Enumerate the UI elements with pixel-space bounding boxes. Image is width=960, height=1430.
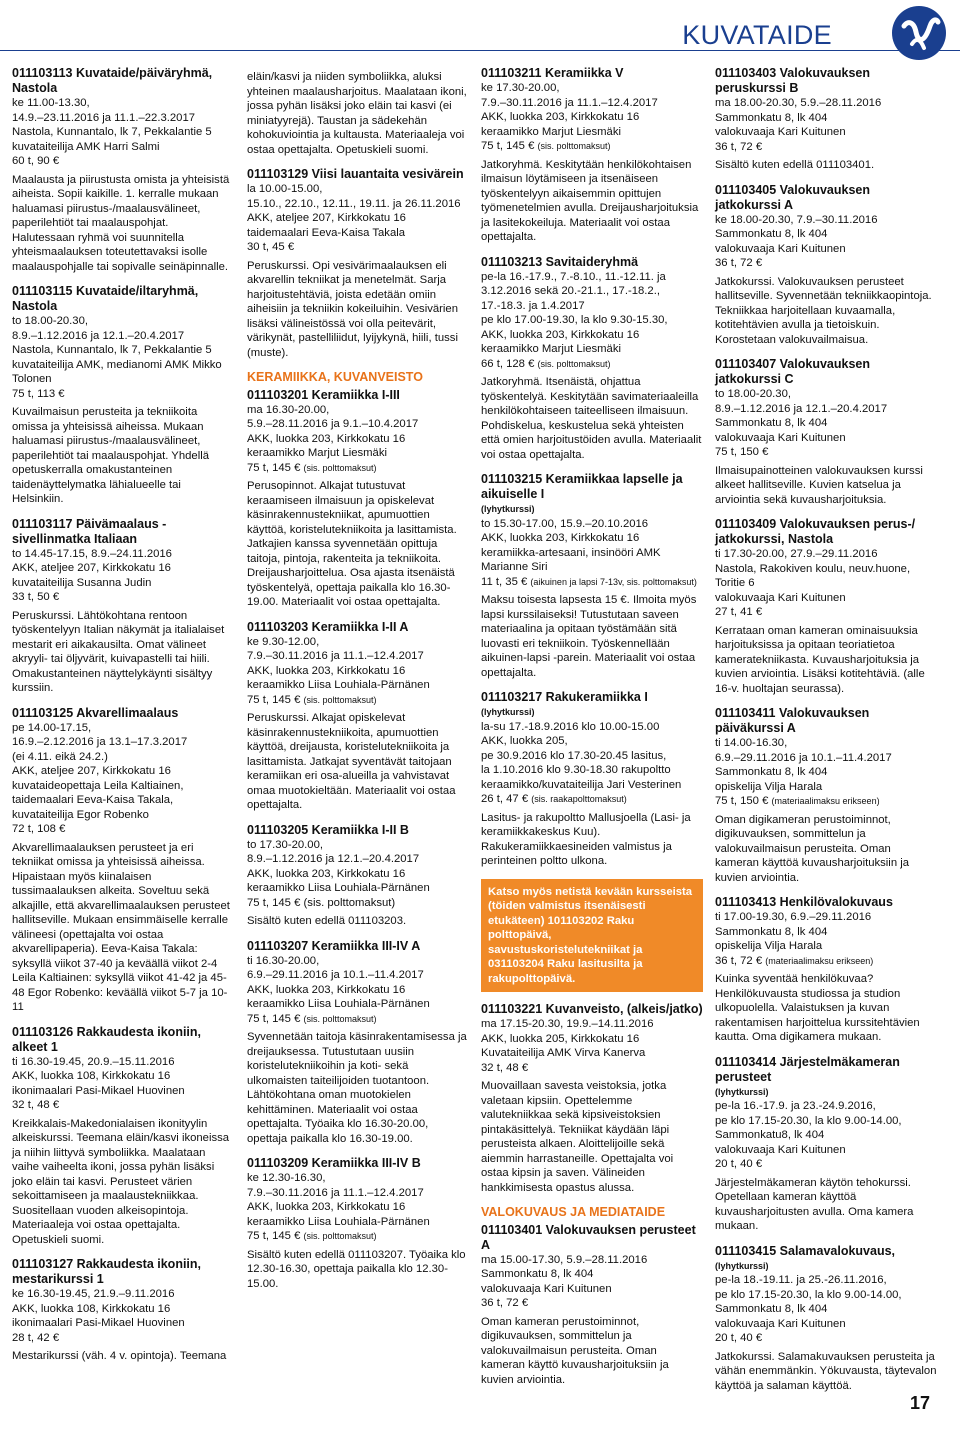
course-info: AKK, luokka 203, Kirkkokatu 16 (481, 532, 640, 544)
course-info: pe 30.9.2016 klo 17.30-20.45 lasitus, (481, 749, 667, 762)
course-title: 011103405 Valokuvauksen jatkokurssi A (715, 182, 870, 212)
course-info: Sammonkatu 8, lk 404 (481, 1268, 594, 1280)
course-fee-note: (materiaalimaksu erikseen) (765, 955, 874, 966)
course-entry (12, 517, 234, 696)
course-description: Kuinka syventää henkilökuvaa? Henkilökuvausta studiossa ja studion ulkopuolella. Valaistuksen ja kuvan rakentamisen harjoittelua kurssitehtävien kautta. Oma digikamera mukaan. (715, 973, 920, 1043)
course-fee: 11 t, 35 € (481, 575, 528, 588)
course-info: 75 t, 113 € (12, 387, 65, 400)
course-info: ke 9.30-12.00, (247, 635, 320, 648)
course-info: 5.9.–28.11.2016 ja 9.1.–10.4.2017 (247, 418, 419, 430)
course-title: 011103415 Salamavalokuvaus, (715, 1243, 896, 1258)
course-entry (715, 1055, 937, 1234)
course-description: Muovaillaan savesta veistoksia, jotka valetaan kipsiin. Opettelemme valutekniikkaa sekä kipsiveistoksien pintakäsittelyä. Tekniikat käydään läpi perusteista alkaen. Aloittelijoille sekä aiemmin harrastaneille. Opettajalta voi ostaa kipsin ja saven. Välineiden hankkimisesta opastus alussa. (481, 1080, 674, 1194)
course-info: 36 t, 72 € (715, 257, 763, 269)
course-description: Oman kameran perustoiminnot, digikuvauksen, sommittelun ja valokuvailmaisun perusteita. Oman kameran käyttö kuvausharjoituksiin ja kuvien arviointia. (481, 1315, 669, 1386)
course-info: AKK, luokka 203, Kirkkokatu 16 (247, 1201, 406, 1213)
course-info: ti 17.00-19.30, 6.9.–29.11.2016 (715, 911, 872, 923)
course-info: kuvataiteilija Susanna Judin (12, 576, 152, 589)
course-title: 011103126 Rakkaudesta ikoniin, alkeet 1 (12, 1024, 202, 1054)
course-description: Lasitus- ja rakupoltto Mallusjoella (Lasi- ja keramiikkakeskus Kuu). Rakukeramiikkaesineiden valmistus ja perinteinen poltto ulkona. (481, 811, 691, 867)
course-info: pe klo 17.00-19.30, la klo 9.30-15.30, (481, 314, 668, 326)
course-title-note: (lyhytkurssi) (481, 707, 535, 717)
course-info: kuvataiteilija AMK Harri Salmi (12, 140, 160, 153)
course-description: Peruskurssi. Opi vesivärimaalauksen eli akvarellin tekniikat ja menetelmät. Sarja harjoitustehtäviä, joista edetään omiin aiheisiin ja tekniikin kokeiluihin. Vesivärien lisäksi välineistössä voi olla peitevärit, värikynät, pastelliliidut, lyijykynä, hiili, tussi (muste). (247, 259, 458, 359)
course-info: 33 t, 50 € (12, 591, 60, 603)
course-description: Sisältö kuten edellä 011103401. (715, 159, 875, 171)
course-info: (ei 4.11. eikä 24.2.) (12, 750, 108, 763)
course-title-note: (lyhytkurssi) (481, 504, 535, 514)
course-info: 36 t, 72 € (481, 1297, 529, 1309)
course-info: la 1.10.2016 klo 9.30-18.30 rakupoltto (481, 764, 671, 776)
course-title: 011103215 Keramiikkaa lapselle ja aikuiselle I (481, 472, 683, 501)
course-fee: 75 t, 145 € (247, 1230, 301, 1242)
course-description: Sisältö kuten edellä 011103203. (247, 915, 407, 927)
course-info: 20 t, 40 € (715, 1158, 763, 1170)
course-info: Kuvataiteilija AMK Virva Kanerva (481, 1047, 646, 1059)
course-fee-note: (sis. polttomaksut) (537, 141, 611, 151)
course-description: Akvarellimaalauksen perusteet ja eri tekniikat omissa ja yhteisissä aiheissa. Hipaistaan myös kiinalaisen tussimaalauksen alkeita. Soveltuu sekä alkajille, että akvarellimaalauksen perusteet hallitseville. Mukaan ensimmäiselle kerralle välineesi (opettajalta voi ostaa akvarellipaperia). Eeva-Kaisa Takala: syksyllä viikot 37-40 ja keväällä viikot 2-4 Leila Kaltiainen: syksyllä viikot 41-42 ja 45-48 Egor Robenko: keväällä viikot 5-7 ja 10-11 (12, 841, 230, 1013)
course-title: 011103414 Järjestelmäkameran perusteet (715, 1054, 900, 1084)
course-info: 72 t, 108 € (12, 823, 66, 835)
column-4 (715, 66, 937, 1403)
course-fee-note: (sis. raakapolttomaksut) (531, 794, 627, 804)
course-entry (715, 66, 937, 173)
course-description: Jatkoryhmä. Keskitytään henkilökohtaisen ilmaisun löytämiseen ja itsenäiseen työskentelyyn aikaisemmin opittujen työmenetelmien avulla. Dreijausharjoituksia ja lasitekokeiluja. Materiaalit voi ostaa opettajalta. (481, 158, 699, 243)
course-info: 8.9.–1.12.2016 ja 12.1.–20.4.2017 (715, 402, 888, 415)
course-entry (12, 706, 234, 1015)
course-info: keraamikko Liisa Louhiala-Pärnänen (247, 882, 430, 894)
course-info: Sammonkatu8, lk 404 (715, 1129, 825, 1141)
course-info: 15.10., 22.10., 12.11., 19.11. ja 26.11.2016 (247, 197, 461, 210)
course-info: pe 14.00-17.15, (12, 721, 92, 734)
course-fee-note: (sis. polttomaksut) (303, 1013, 377, 1024)
entry-description: eläin/kasvi ja niiden symboliikka, aluksi yhteinen maalausharjoitus. Maalataan ikoni, jossa pyhän lisäksi joko eläin tai kasvi (ei miniatyyrejä). Taustan ja sädekehän kohokuviointia ja kultausta. Materiaaleja voi ostaa opettajalta. Opetuskieli suomi. (247, 71, 467, 156)
course-description: Maalausta ja piirustusta omista ja yhteisistä aiheista. Sopii kaikille. 1. kerralle mukaan haluamasi piirustus-/maalausvälineet, paperilehtiöt tai maalauspohjat. Halutessaan ryhmä voi suunnitella yhteismaalauksen toteutettavaksi isolle maalauspohjalle tai sopivalle seinäpinnalle. (12, 173, 230, 273)
course-info: 36 t, 72 € (715, 140, 763, 153)
course-info: valokuvaaja Kari Kuitunen (715, 126, 846, 138)
course-entry (247, 167, 469, 360)
course-description: Kerrataan oman kameran ominaisuuksia harjoituksissa ja opitaan teoriatietoa kameratekniikasta. Kuvausharjoituksia ja kuvien arviointia. Lisäksi kotitehtäviä. (alle 16-v. huoltajan seurassa). (715, 624, 925, 695)
course-info: keramiikka-artesaani, insinööri AMK Marianne Siri (481, 546, 661, 573)
course-fee-note: (sis. polttomaksut) (303, 462, 377, 473)
course-title: 011103403 Valokuvauksen peruskurssi B (715, 66, 870, 95)
course-title: 011103205 Keramiikka I-II B (247, 822, 409, 837)
course-fee-note: (sis. polttomaksut) (303, 1231, 377, 1241)
course-entry (12, 284, 234, 507)
course-info: to 17.30-20.00, (247, 838, 324, 851)
course-info: ikonimaalari Pasi-Mikael Huovinen (12, 1317, 185, 1329)
course-info: Sammonkatu 8, lk 404 (715, 1303, 828, 1315)
course-fee: 75 t, 150 € (715, 795, 769, 807)
course-info: 6.9.–29.11.2016 ja 10.1.–11.4.2017 (247, 969, 424, 981)
course-description: Kreikkalais-Makedonialaisen ikonityylin alkeiskurssi. Teemana eläin/kasvi ikoneissa ja niihin liittyvä symboliikka. Maalataan vaihe vaiheelta ikoni, jossa pyhän lisäksi joko eläin tai kasvi. Perusteet värien sekoittamiseen ja maalaustekniikkaa. Suositellaan vuoden alkeisopintoja. Materiaaleja voi ostaa opettajalta. Opetuskieli suomi. (12, 1117, 230, 1246)
course-info: ma 17.15-20.30, 19.9.–14.11.2016 (481, 1018, 654, 1030)
course-info: ti 14.00-16.30, (715, 737, 788, 749)
header-rule (0, 50, 960, 51)
course-info: ikonimaalari Pasi-Mikael Huovinen (12, 1084, 185, 1097)
course-title: 011103201 Keramiikka I-III (247, 387, 400, 402)
course-info: la 10.00-15.00, (247, 183, 323, 195)
column-2 (247, 66, 469, 1301)
course-fee: 75 t, 145 € (247, 693, 301, 706)
course-fee: 75 t, 145 € (247, 461, 301, 474)
course-info: ti 17.30-20.00, 27.9.–29.11.2016 (715, 548, 878, 560)
course-title: 011103209 Keramiikka III-IV B (247, 1156, 421, 1170)
course-info: to 18.00-20.30, (12, 315, 89, 327)
course-info: ke 18.00-20.30, 7.9.–30.11.2016 (715, 213, 878, 226)
course-entry (12, 66, 234, 274)
course-info: 75 t, 150 € (715, 446, 769, 458)
course-info: 14.9.–23.11.2016 ja 11.1.–22.3.2017 (12, 111, 196, 124)
course-entry (247, 388, 469, 610)
course-info: AKK, luokka 203, Kirkkokatu 16 (247, 867, 406, 880)
course-description: Peruskurssi. Lähtökohtana rentoon työskentelyyn Italian näkymät ja italialaiset mestarit eri aikakausilta. Omat välineet akryyli- tai öljyvärit, kuivapastelli tai hiili. Omakustanteinen näyttelykäynti sisältyy kurssiin. (12, 609, 225, 694)
section-heading: VALOKUVAUS JA MEDIATAIDE (481, 1205, 666, 1219)
course-info: pe-la 16.-17.9., 7.-8.10., 11.-12.11. ja 3.12.2016 sekä 20.-21.1., 17.-18.2., 17.-18.3. ja 1.4.2017 (481, 270, 666, 312)
course-description: Sisältö kuten edellä 011103207. Työaika klo 12.30-16.30, opettaja paikalla klo 12.30-15.00. (247, 1248, 466, 1290)
course-info: opiskelija Vilja Harala (715, 780, 823, 793)
course-entry (481, 66, 703, 245)
course-info: 8.9.–1.12.2016 ja 12.1.–20.4.2017 (247, 853, 420, 865)
course-fee: 75 t, 145 € (sis. polttomaksut) (247, 896, 396, 909)
course-description: Järjestelmäkameran käytön tehokurssi. Opetellaan kameran käyttöä kuvausharjoitusten avulla. Oma kamera mukaan. (715, 1176, 914, 1232)
column-1 (12, 66, 234, 1374)
section-heading: KERAMIIKKA, KUVANVEISTO (247, 370, 423, 384)
course-info: 32 t, 48 € (481, 1061, 529, 1074)
course-info: 16.9.–2.12.2016 ja 13.1–17.3.2017 (12, 736, 188, 748)
course-description: Mestarikurssi (väh. 4 v. opintoja). Teemana (12, 1350, 227, 1362)
course-info: Nastola, Kunnantalo, lk 7, Pekkalantie 5 (12, 344, 212, 356)
course-entry (12, 1257, 234, 1364)
course-description: Ilmaisupainotteinen valokuvauksen kurssi alkeet hallitseville. Kuvien katselua ja arviointia sekä kuvausharjoituksia. (715, 464, 923, 506)
course-entry (247, 620, 469, 813)
course-description: Perusopinnot. Alkajat tutustuvat keraamiseen ilmaisuun ja opiskelevat käsinrakennustekniikat, apumuottien käyttöä, koristelutekniikoita ja lasittamista. Jatkajien kanssa syvennetään opittuja taitoja, pintoja, rakenteita ja tekniikoita. Dreijausharjoittelua. Osa ajasta itsenäistä työskentelyä, opettaja paikalla klo 16.30-19.00. Materiaalit voi ostaa opettajalta. (247, 480, 457, 608)
course-entry (715, 357, 937, 507)
course-info: valokuvaaja Kari Kuitunen (715, 431, 846, 444)
course-entry (715, 1244, 937, 1394)
course-description: Jatkokurssi. Salamakuvauksen perusteita ja vähän enemmänkin. Yökuvausta, täytevalon käyttöä ja salaman käyttöä. (715, 1350, 937, 1392)
course-info: AKK, luokka 205, Kirkkokatu 16 (481, 1032, 640, 1045)
course-fee: 36 t, 72 € (715, 954, 763, 967)
course-title: 011103113 Kuvataide/päiväryhmä, Nastola (12, 66, 213, 95)
course-entry (481, 255, 703, 463)
course-entry (247, 823, 469, 929)
course-info: 28 t, 42 € (12, 1331, 60, 1344)
course-title: 011103213 Savitaideryhmä (481, 254, 639, 269)
course-info: taidemaalari Eeva-Kaisa Takala (247, 226, 406, 239)
course-info: valokuvaaja Kari Kuitunen (715, 242, 846, 255)
course-info: Sammonkatu 8, lk 404 (715, 925, 828, 938)
course-title: 011103207 Keramiikka III-IV A (247, 938, 421, 953)
course-info: 27 t, 41 € (715, 606, 763, 618)
course-title: 011103217 Rakukeramiikka I (481, 690, 648, 704)
course-info: AKK, luokka 203, Kirkkokatu 16 (247, 432, 406, 445)
course-info: AKK, ateljee 207, Kirkkokatu 16 (12, 765, 171, 777)
course-fee-note: (aikuinen ja lapsi 7-13v, sis. polttomaksut) (530, 576, 697, 587)
course-info: kuvataideopettaja Leila Kaltiainen, taidemaalari Eeva-Kaisa Takala, kuvataiteilija Egor Robenko (12, 779, 184, 821)
course-fee: 66 t, 128 € (481, 357, 535, 370)
course-title: 011103127 Rakkaudesta ikoniin, mestarikurssi 1 (12, 1257, 202, 1286)
course-fee: 75 t, 145 € (481, 140, 535, 152)
course-info: to 14.45-17.15, 8.9.–24.11.2016 (12, 547, 172, 560)
course-info: ti 16.30-20.00, (247, 954, 320, 967)
course-info: keraamikko/kuvataiteilija Jari Vesterinen (481, 778, 682, 791)
course-info: pe-la 18.-19.11. ja 25.-26.11.2016, (715, 1274, 887, 1286)
brand-logo-icon (890, 4, 948, 62)
course-info: ke 16.30-19.45, 21.9.–9.11.2016 (12, 1288, 175, 1300)
course-title: 011103407 Valokuvauksen jatkokurssi C (715, 357, 870, 386)
course-info: AKK, ateljee 207, Kirkkokatu 16 (12, 562, 171, 574)
course-info: pe klo 17.15-20.30, la klo 9.00-14.00, (715, 1288, 902, 1301)
course-entry (715, 706, 937, 885)
page-number: 17 (909, 1393, 930, 1413)
course-info: 30 t, 45 € (247, 241, 295, 253)
course-info: AKK, luokka 108, Kirkkokatu 16 (12, 1302, 171, 1315)
course-info: AKK, luokka 203, Kirkkokatu 16 (481, 111, 640, 123)
course-info: pe-la 16.-17.9. ja 23.-24.9.2016, (715, 1100, 876, 1112)
course-title-note: (lyhytkurssi) (715, 1086, 769, 1097)
course-info: la-su 17.-18.9.2016 klo 10.00-15.00 (481, 720, 660, 733)
course-info: Sammonkatu 8, lk 404 (715, 111, 828, 124)
course-entry (12, 1025, 234, 1248)
course-info: to 15.30-17.00, 15.9.–20.10.2016 (481, 517, 649, 530)
course-info: AKK, luokka 203, Kirkkokatu 16 (247, 664, 406, 677)
course-description: Oman digikameran perustoiminnot, digikuvauksen, sommittelun ja valokuvailmaisun perusteita. Oman kameran käyttöä kuvausharjoituksiin ja kuvien arviointia. (715, 813, 910, 884)
course-fee-note: (sis. polttomaksut) (537, 358, 611, 369)
course-info: keraamikko Marjut Liesmäki (247, 447, 387, 459)
course-info: valokuvaaja Kari Kuitunen (715, 1317, 846, 1330)
course-fee: 26 t, 47 € (481, 793, 529, 805)
course-info: ti 16.30-19.45, 20.9.–15.11.2016 (12, 1055, 175, 1068)
column-3 (481, 66, 703, 1397)
course-fee-note: (sis. polttomaksut) (303, 694, 377, 705)
course-info: 8.9.–1.12.2016 ja 12.1.–20.4.2017 (12, 329, 185, 342)
course-info: valokuvaaja Kari Kuitunen (715, 1143, 846, 1156)
course-info: ke 11.00-13.30, (12, 97, 90, 109)
course-title: 011103117 Päivämaalaus - sivellinmatka Italiaan (12, 516, 167, 546)
course-info: to 18.00-20.30, (715, 388, 792, 400)
course-info: ma 15.00-17.30, 5.9.–28.11.2016 (481, 1253, 648, 1266)
course-entry (715, 895, 937, 1045)
course-info: ke 12.30-16.30, (247, 1172, 326, 1184)
course-title: 011103129 Viisi lauantaita vesivärein (247, 167, 464, 181)
course-info: keraamikko Liisa Louhiala-Pärnänen (247, 679, 430, 691)
course-title: 011103125 Akvarellimaalaus (12, 705, 179, 720)
page-header (0, 0, 960, 58)
course-info: 7.9.–30.11.2016 ja 11.1.–12.4.2017 (247, 650, 424, 662)
course-info: 6.9.–29.11.2016 ja 10.1.–11.4.2017 (715, 751, 892, 764)
course-info: opiskelija Vilja Harala (715, 940, 823, 952)
course-info: 32 t, 48 € (12, 1099, 60, 1111)
course-title: 011103115 Kuvataide/iltaryhmä, Nastola (12, 284, 199, 313)
course-info: AKK, luokka 203, Kirkkokatu 16 (481, 328, 640, 341)
course-entry (715, 517, 937, 696)
course-info: Sammonkatu 8, lk 404 (715, 417, 828, 429)
course-info: Sammonkatu 8, lk 404 (715, 766, 828, 778)
course-info: 60 t, 90 € (12, 155, 60, 167)
course-info: AKK, luokka 203, Kirkkokatu 16 (247, 983, 406, 996)
course-description: Jatkokurssi. Valokuvauksen perusteet hallitseville. Syvennetään tekniikkaopintoja. Tekniikkaa harjoitellaan kuvaamalla, kotitehtävien avulla ja tietoiskuin. Korostetaan valokuvailmaisua. (715, 275, 932, 346)
section-title: KUVATAIDE (682, 20, 832, 50)
course-description: Jatkoryhmä. Itsenäistä, ohjattua työskentelyä. Keskitytään savimateriaaleilla henkilökohtaiseen taiteelliseen ilmaisuun. Pohdiskelua, keskustelua sekä yhteisten että omien harjoitustöiden avulla. Materiaalit voi ostaa opettajalta. (481, 376, 702, 461)
course-info: keraamikko Marjut Liesmäki (481, 125, 621, 138)
course-description: Kuvailmaisun perusteita ja tekniikoita omissa ja yhteisissä aiheissa. Mukaan haluamasi piirustus-/maalausvälineet, paperilehtiöt tai maalauspohjat. Yhdellä opetuskerralla omakustanteinen taidenäyttelymatka lähialueelle tai Helsinkiin. (12, 406, 209, 505)
course-info: 7.9.–30.11.2016 ja 11.1.–12.4.2017 (481, 96, 658, 109)
course-info: AKK, luokka 205, (481, 735, 568, 747)
course-title: 011103221 Kuvanveisto, (alkeis/jatko) (481, 1002, 703, 1016)
course-title: 011103203 Keramiikka I-II A (247, 619, 409, 634)
course-entry (481, 1002, 703, 1195)
course-title-note: (lyhytkurssi) (715, 1260, 769, 1271)
course-title: 011103413 Henkilövalokuvaus (715, 895, 893, 909)
course-info: 20 t, 40 € (715, 1332, 763, 1344)
course-info: keraamikko Liisa Louhiala-Pärnänen (247, 1215, 430, 1228)
course-info: keraamikko Marjut Liesmäki (481, 343, 621, 355)
course-fee-note: (materiaalimaksu erikseen) (771, 796, 880, 806)
info-box: Katso myös netistä kevään kursseista (töiden valmistus itsenäisesti etukäteen) 101103202 Raku polttopäivä, savustuskoristelutekniikat ja 031103204 Raku lasitusilta ja rakupolttopäivä. (481, 879, 703, 993)
course-info: ma 18.00-20.30, 5.9.–28.11.2016 (715, 97, 882, 109)
course-description: Syvennetään taitoja käsinrakentamisessa ja dreijauksessa. Tutustutaan uusiin koristelutekniikoihin ja koti- sekä ulkomaisten taiteilijoiden tuotantoon. Lähtökohtana oman muotokielen kehittäminen. Materiaalit voi ostaa opettajalta. Työaika klo 16.30-20.00, opettaja paikalla klo 16.30-19.00. (247, 1031, 467, 1145)
course-fee: 75 t, 145 € (247, 1012, 301, 1025)
course-info: Nastola, Kunnantalo, lk 7, Pekkalantie 5 (12, 126, 212, 138)
course-info: 7.9.–30.11.2016 ja 11.1.–12.4.2017 (247, 1186, 424, 1199)
course-info: valokuvaaja Kari Kuitunen (715, 591, 846, 604)
course-info: ma 16.30-20.00, (247, 403, 330, 416)
course-info: kuvataiteilija AMK, medianomi AMK Mikko Tolonen (12, 358, 222, 385)
course-title: 011103401 Valokuvauksen perusteet A (481, 1222, 696, 1252)
course-info: Sammonkatu 8, lk 404 (715, 228, 828, 240)
course-info: keraamikko Liisa Louhiala-Pärnänen (247, 998, 430, 1010)
course-description: Peruskurssi. Alkajat opiskelevat käsinrakennustekniikoita, apumuottien käyttöä, dreijausta, koristelutekniikoita ja lasittamista. Jatkajat syventävät taitojaan keramiikan eri osa-alueilla ja vahvistavat omaa muotokieltään. Materiaalit voi ostaa opettajalta. (247, 712, 456, 811)
course-title: 011103411 Valokuvauksen päiväkurssi A (715, 706, 870, 735)
course-info: pe klo 17.15-20.30, la klo 9.00-14.00, (715, 1114, 902, 1127)
course-info: valokuvaaja Kari Kuitunen (481, 1282, 612, 1295)
course-title: 011103409 Valokuvauksen perus-/ jatkokurssi, Nastola (715, 517, 916, 546)
course-info: AKK, ateljee 207, Kirkkokatu 16 (247, 212, 406, 224)
course-description: Maksu toisesta lapsesta 15 €. Ilmoita myös lapsi kurssilaiseksi! Tutustutaan saveen materiaalina ja opitaan työstämään sitä luovasti eri tekniikoin. Työskennellään aikuinen-lapsi -parein. Materiaalit voi ostaa opettajalta. (481, 594, 697, 679)
course-info: Nastola, Rakokiven koulu, neuv.huone, Toritie 6 (715, 562, 911, 589)
course-info: AKK, luokka 108, Kirkkokatu 16 (12, 1070, 171, 1082)
course-entry (247, 939, 469, 1147)
course-title: 011103211 Keramiikka V (481, 66, 624, 80)
course-entry (481, 690, 703, 869)
course-entry (481, 1223, 703, 1388)
course-entry (247, 1156, 469, 1291)
course-info: ke 17.30-20.00, (481, 82, 560, 94)
course-entry (715, 183, 937, 348)
course-entry (481, 472, 703, 680)
